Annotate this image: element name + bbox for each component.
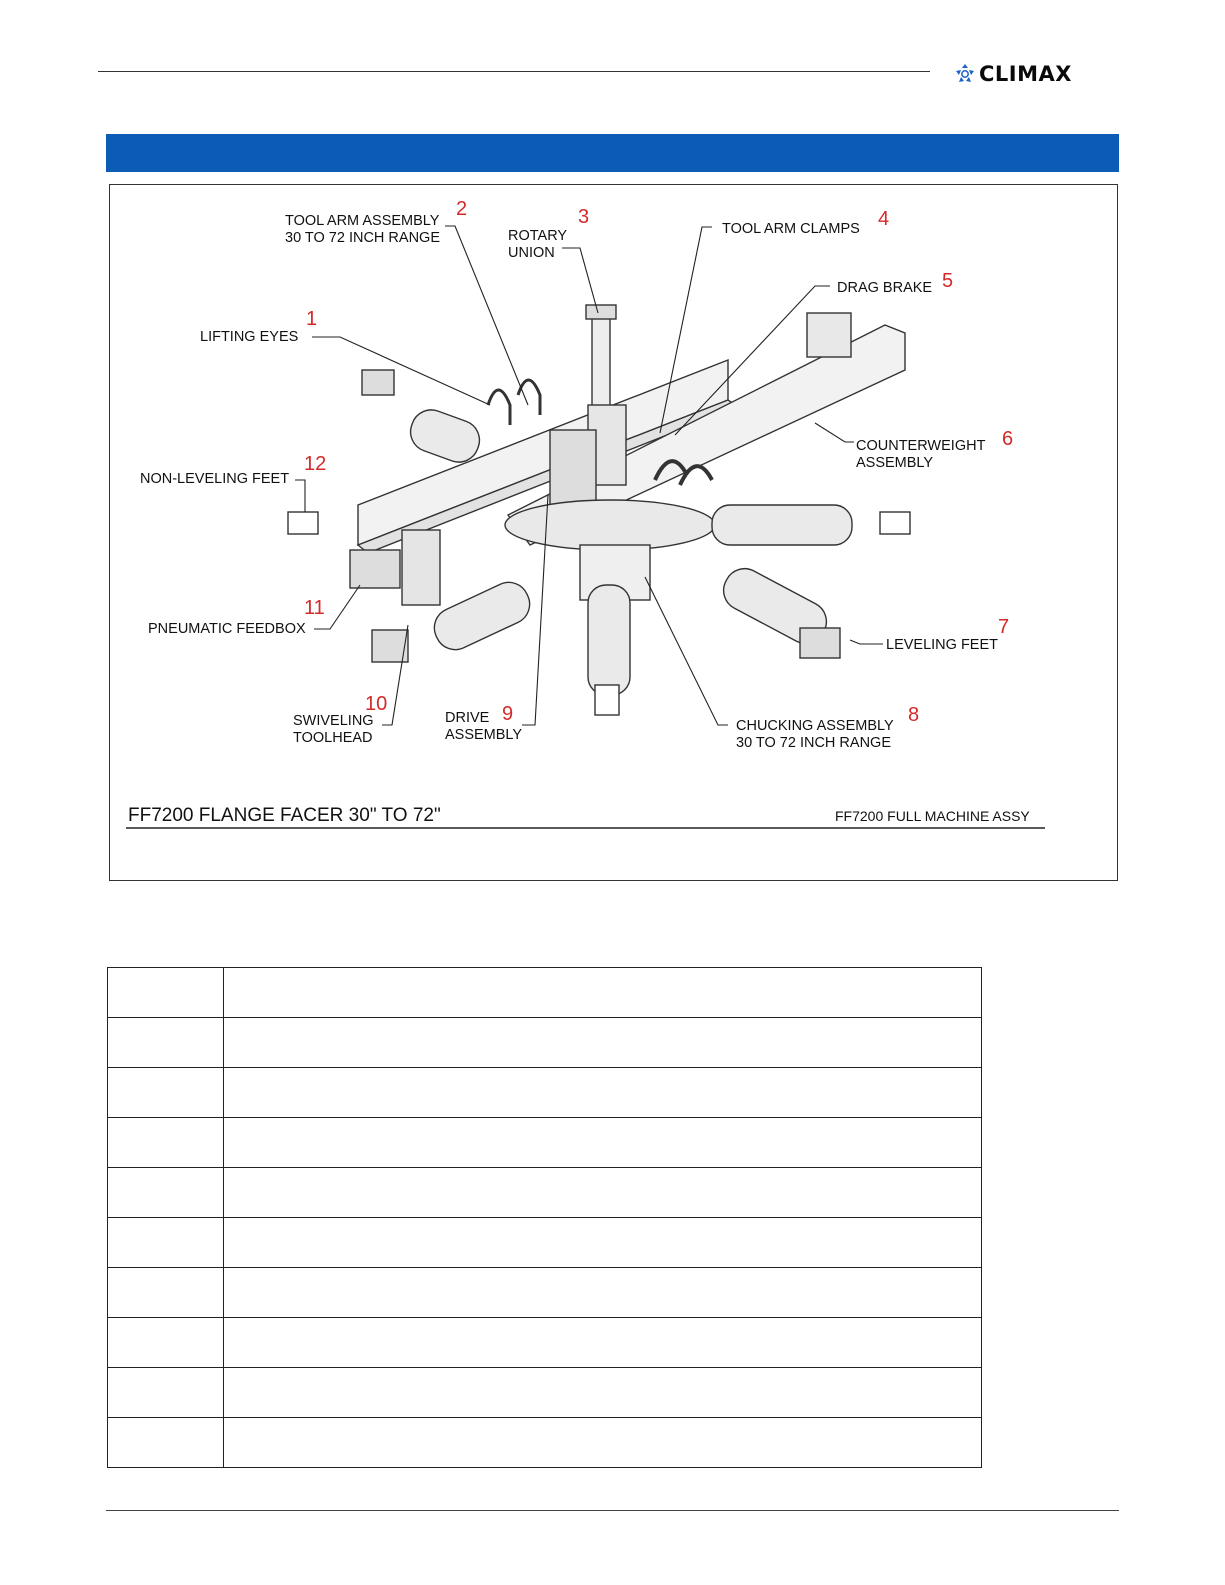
callout-label-8: 30 TO 72 INCH RANGE xyxy=(736,735,891,751)
callout-number-4: 4 xyxy=(878,208,890,230)
machine-illustration xyxy=(288,305,910,715)
item-number-cell xyxy=(108,1118,224,1168)
item-number-cell xyxy=(108,1318,224,1368)
callout-label-12: NON-LEVELING FEET xyxy=(140,471,290,487)
item-number-cell xyxy=(108,1418,224,1468)
callout-label-1: LIFTING EYES xyxy=(200,329,299,345)
callout-label-7: LEVELING FEET xyxy=(886,637,999,653)
callout-number-3: 3 xyxy=(578,206,590,228)
parts-table-body xyxy=(108,968,982,1468)
callout-number-5: 5 xyxy=(942,270,954,292)
callout-label-6: COUNTERWEIGHT xyxy=(856,438,986,454)
callout-label-6: ASSEMBLY xyxy=(856,455,934,471)
description-cell xyxy=(224,1368,982,1418)
table-row xyxy=(108,1168,982,1218)
callout-label-2: 30 TO 72 INCH RANGE xyxy=(285,230,440,246)
callout-label-10: TOOLHEAD xyxy=(293,730,373,746)
parts-table xyxy=(107,967,982,1468)
item-number-cell xyxy=(108,968,224,1018)
item-number-cell xyxy=(108,1218,224,1268)
table-row xyxy=(108,1268,982,1318)
table-row xyxy=(108,968,982,1018)
section-banner xyxy=(106,134,1119,172)
callout-number-8: 8 xyxy=(908,704,920,726)
callout-number-10: 10 xyxy=(365,693,388,715)
callout-number-11: 11 xyxy=(304,597,325,619)
table-row xyxy=(108,1018,982,1068)
item-number-cell xyxy=(108,1368,224,1418)
callout-number-7: 7 xyxy=(998,616,1010,638)
item-number-cell xyxy=(108,1018,224,1068)
callout-label-11: PNEUMATIC FEEDBOX xyxy=(148,621,306,637)
header-rule xyxy=(98,71,930,72)
climax-logo xyxy=(954,61,1104,87)
callout-label-8: CHUCKING ASSEMBLY xyxy=(736,718,894,734)
machine-figure xyxy=(109,184,1118,881)
description-cell xyxy=(224,1218,982,1268)
callout-label-4: TOOL ARM CLAMPS xyxy=(722,221,860,237)
callout-label-10: SWIVELING xyxy=(293,713,374,729)
callout-number-9: 9 xyxy=(502,703,514,725)
callout-number-1: 1 xyxy=(306,308,318,330)
table-row xyxy=(108,1068,982,1118)
item-number-cell xyxy=(108,1068,224,1118)
footer-rule xyxy=(106,1510,1119,1511)
callout-number-2: 2 xyxy=(456,198,468,220)
item-number-cell xyxy=(108,1268,224,1318)
table-row xyxy=(108,1318,982,1368)
table-row xyxy=(108,1368,982,1418)
description-cell xyxy=(224,1318,982,1368)
figure-title: FF7200 FLANGE FACER 30" TO 72" xyxy=(128,805,441,826)
item-number-cell xyxy=(108,1168,224,1218)
callout-label-3: UNION xyxy=(508,245,555,261)
description-cell xyxy=(224,968,982,1018)
callout-label-5: DRAG BRAKE xyxy=(837,280,933,296)
callout-label-2: TOOL ARM ASSEMBLY xyxy=(285,213,440,229)
logo-text: CLIMAX xyxy=(979,62,1072,86)
callout-label-3: ROTARY xyxy=(508,228,568,244)
climax-mark-icon xyxy=(954,63,976,85)
machine-drawing xyxy=(110,185,1117,880)
table-row xyxy=(108,1418,982,1468)
callout-label-9: DRIVE xyxy=(445,710,490,726)
callout-number-12: 12 xyxy=(304,453,327,475)
table-row xyxy=(108,1218,982,1268)
description-cell xyxy=(224,1118,982,1168)
callout-number-6: 6 xyxy=(1002,428,1014,450)
description-cell xyxy=(224,1268,982,1318)
table-row xyxy=(108,1118,982,1168)
drawing-name: FF7200 FULL MACHINE ASSY xyxy=(835,808,1030,824)
description-cell xyxy=(224,1068,982,1118)
description-cell xyxy=(224,1168,982,1218)
description-cell xyxy=(224,1418,982,1468)
description-cell xyxy=(224,1018,982,1068)
callout-label-9: ASSEMBLY xyxy=(445,727,523,743)
